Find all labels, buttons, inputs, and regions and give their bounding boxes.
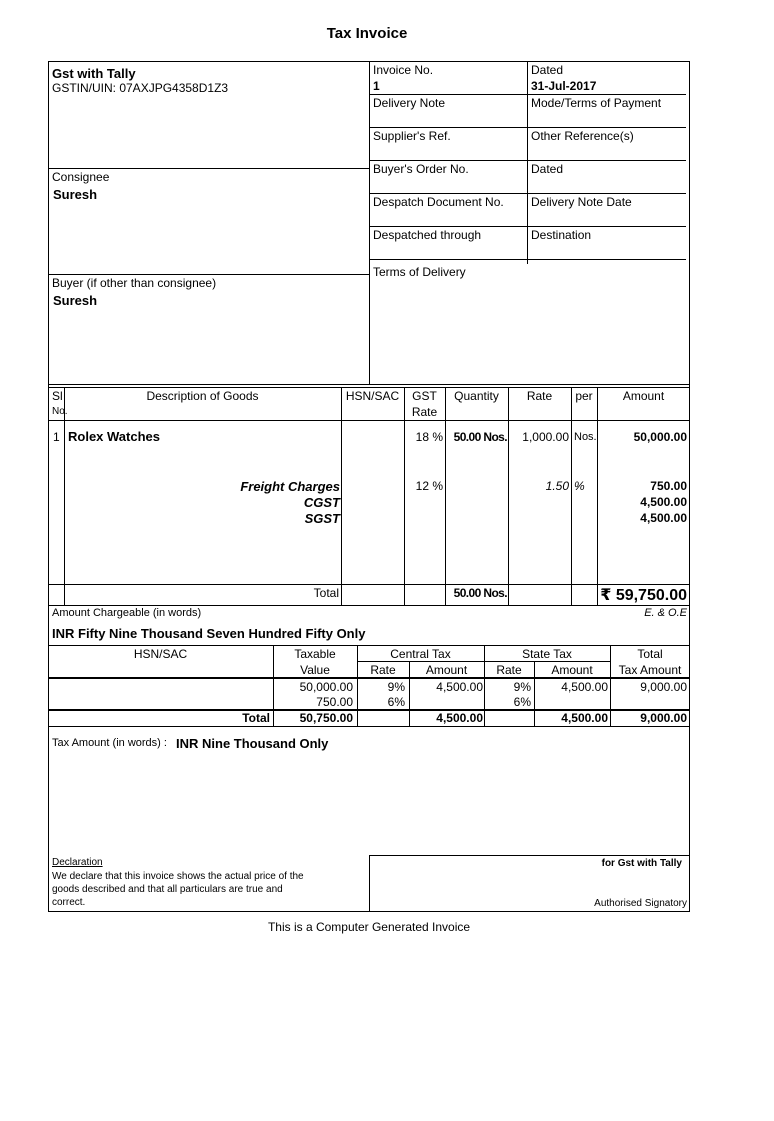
tax-total-samount: 4,500.00	[561, 711, 608, 725]
declaration-heading: Declaration	[52, 857, 103, 868]
other-ref-label: Other Reference(s)	[531, 129, 634, 143]
freight-label: Freight Charges	[240, 479, 340, 494]
tax-total-total: 9,000.00	[640, 711, 687, 725]
tax-total-label: Total	[242, 711, 270, 725]
central-tax-header: Central Tax	[390, 647, 451, 661]
gst-header: GST	[412, 389, 437, 403]
seller-gstin: GSTIN/UIN: 07AXJPG4358D1Z3	[52, 81, 229, 95]
tax-words-value: INR Nine Thousand Only	[176, 736, 329, 751]
despatch-doc-label: Despatch Document No.	[373, 195, 504, 209]
freight-amount: 750.00	[650, 479, 687, 493]
hsn-header: HSN/SAC	[345, 389, 400, 403]
suppliers-ref-label: Supplier's Ref.	[373, 129, 451, 143]
buyer-name: Suresh	[53, 293, 98, 308]
tax-row2-crate: 6%	[387, 695, 405, 709]
tax-row2-srate: 6%	[513, 695, 531, 709]
description-header: Description of Goods	[146, 389, 259, 403]
delivery-note-date-label: Delivery Note Date	[531, 195, 632, 209]
per-header: per	[575, 389, 593, 403]
item-quantity: 50.00 Nos.	[453, 430, 507, 444]
consignee-label: Consignee	[52, 170, 110, 184]
consignee-name: Suresh	[53, 187, 98, 202]
tax-row1-camount: 4,500.00	[436, 680, 483, 694]
words-label: Amount Chargeable (in words)	[52, 607, 202, 619]
freight-gst: 12 %	[415, 479, 443, 493]
quantity-header: Quantity	[454, 389, 499, 403]
state-amount-header: Amount	[551, 663, 593, 677]
amount-header: Amount	[622, 389, 665, 403]
tax-total-value: 50,750.00	[299, 711, 353, 725]
tax-row1-srate: 9%	[513, 680, 531, 694]
seller-name: Gst with Tally	[52, 66, 136, 81]
dated2-label: Dated	[531, 162, 564, 176]
declaration-line2: goods described and that all particulars are true and	[52, 884, 283, 895]
tax-amount-header: Tax Amount	[618, 663, 682, 677]
tax-row1-total: 9,000.00	[640, 680, 687, 694]
tax-total-camount: 4,500.00	[436, 711, 483, 725]
cgst-label: CGST	[303, 495, 340, 510]
tax-hsn-header: HSN/SAC	[133, 647, 188, 661]
cgst-amount: 4,500.00	[640, 495, 687, 509]
tax-words-label: Tax Amount (in words) :	[52, 737, 167, 749]
total-tax-header: Total	[637, 647, 663, 661]
item-gst: 18 %	[415, 430, 443, 444]
grand-total: ₹ 59,750.00	[600, 587, 687, 604]
tax-row1-crate: 9%	[387, 680, 405, 694]
invoice-no: 1	[373, 79, 380, 93]
invoice-no-label: Invoice No.	[373, 63, 434, 77]
page-title: Tax Invoice	[326, 25, 408, 42]
item-per: Nos.	[574, 431, 597, 443]
declaration-line3: correct.	[52, 897, 86, 908]
freight-per: %	[574, 479, 585, 493]
tax-row2-value: 750.00	[316, 695, 353, 709]
dated-label: Dated	[531, 63, 564, 77]
sl-header: Sl	[52, 389, 63, 403]
dated-value: 31-Jul-2017	[531, 79, 597, 93]
value-header: Value	[300, 663, 330, 677]
terms-delivery-label: Terms of Delivery	[373, 265, 466, 279]
state-rate-header: Rate	[496, 663, 522, 677]
item-description: Rolex Watches	[68, 429, 160, 444]
eoe: E. & O.E	[644, 607, 687, 619]
signatory-for: for Gst with Tally	[601, 858, 682, 869]
buyer-label: Buyer (if other than consignee)	[52, 276, 217, 290]
central-rate-header: Rate	[370, 663, 396, 677]
authorised-signatory: Authorised Signatory	[594, 898, 687, 909]
central-amount-header: Amount	[425, 663, 468, 677]
destination-label: Destination	[531, 228, 592, 242]
delivery-note-label: Delivery Note	[373, 96, 446, 110]
declaration-line1: We declare that this invoice shows the actual price of the	[52, 871, 304, 882]
amount-words: INR Fifty Nine Thousand Seven Hundred Fifty Only	[52, 626, 366, 641]
total-quantity: 50.00 Nos.	[453, 586, 507, 600]
mode-terms-label: Mode/Terms of Payment	[531, 96, 662, 110]
item-rate: 1,000.00	[522, 430, 569, 444]
sgst-label: SGST	[304, 511, 340, 526]
rate-header: Rate	[526, 389, 553, 403]
footer-note: This is a Computer Generated Invoice	[267, 920, 471, 934]
total-label: Total	[313, 586, 339, 600]
tax-row1-value: 50,000.00	[299, 680, 353, 694]
tax-row1-samount: 4,500.00	[561, 680, 608, 694]
no-header: No.	[52, 406, 68, 417]
buyers-order-label: Buyer's Order No.	[373, 162, 469, 176]
item-amount: 50,000.00	[633, 430, 687, 444]
freight-rate: 1.50	[545, 479, 569, 493]
item-sl: 1	[53, 430, 60, 444]
taxable-header: Taxable	[294, 647, 336, 661]
sgst-amount: 4,500.00	[640, 511, 687, 525]
gst-rate-header: Rate	[411, 405, 438, 419]
state-tax-header: State Tax	[522, 647, 572, 661]
despatched-through-label: Despatched through	[373, 228, 482, 242]
